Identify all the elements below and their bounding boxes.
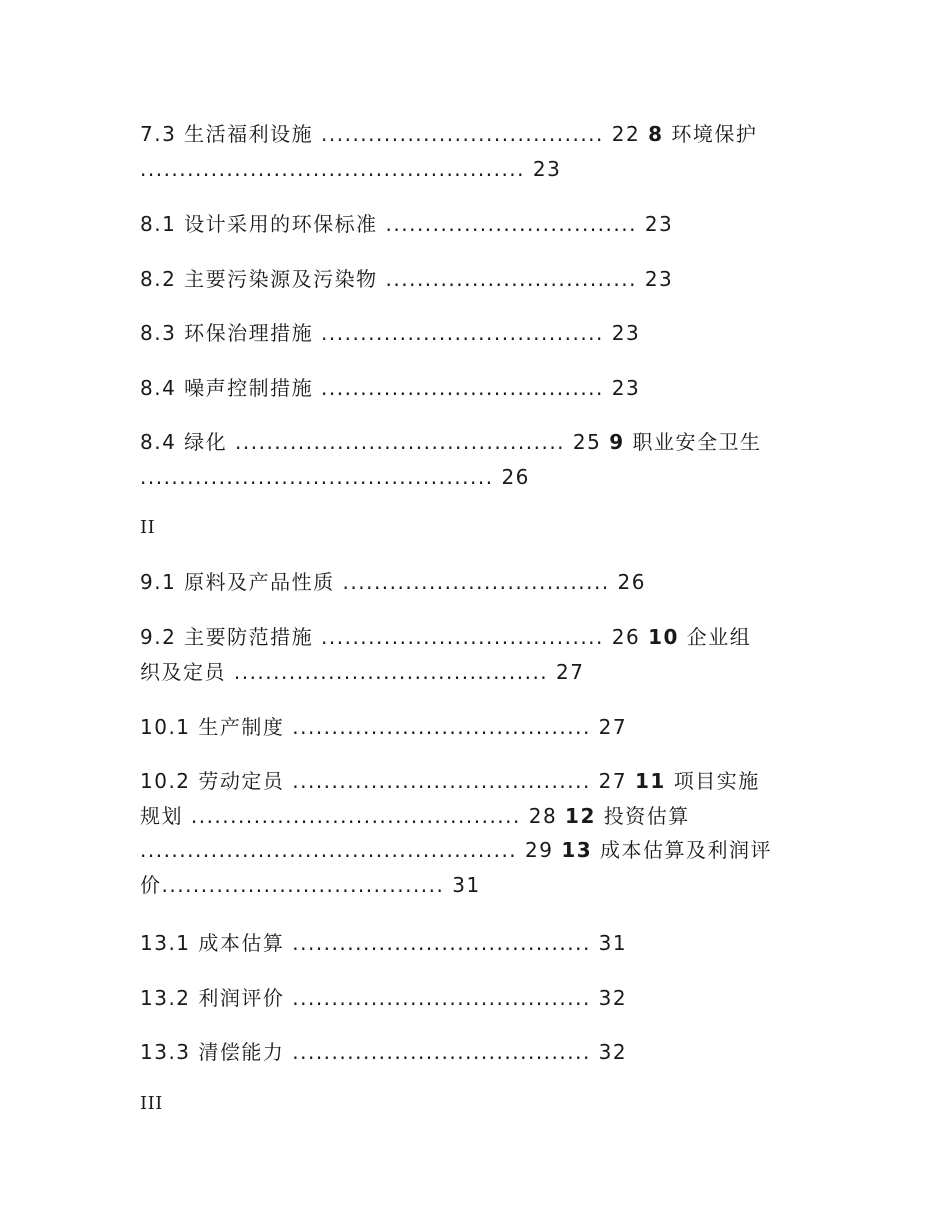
toc-group-10-2 <box>140 764 820 902</box>
toc-line <box>140 425 820 460</box>
toc-entry-13-3[interactable]: 13.3 清偿能力 ...................................... 32 <box>140 1040 628 1064</box>
toc-chapter-12-title[interactable]: 投资估算 <box>603 803 690 828</box>
toc-line <box>140 833 820 868</box>
toc-group-7-3 <box>140 117 820 186</box>
toc-chapter-11-title-b[interactable]: 规划 .......................................... 28 <box>140 803 558 828</box>
toc-chapter-8-leader[interactable]: ................................................. 23 <box>140 156 562 181</box>
toc-chapter-8-title[interactable]: 环境保护 <box>671 122 758 146</box>
toc-line <box>140 764 820 799</box>
toc-line <box>140 799 820 834</box>
toc-chapter-10-number[interactable]: 10 <box>648 625 679 649</box>
toc-entry-10-1[interactable]: 10.1 生产制度 ...................................... 27 <box>140 715 628 739</box>
toc-entry-8-4b[interactable]: 8.4 绿化 .......................................... 25 <box>140 430 602 454</box>
toc-entry-9-2[interactable]: 9.2 主要防范措施 .................................... 26 <box>140 625 641 649</box>
toc-entry-8-4a[interactable]: 8.4 噪声控制措施 .................................... 23 <box>140 376 641 400</box>
toc-chapter-9-title[interactable]: 职业安全卫生 <box>632 430 762 454</box>
toc-entry-13-2[interactable]: 13.2 利润评价 ...................................... 32 <box>140 986 628 1010</box>
toc-entry-7-3[interactable]: 7.3 生活福利设施 .................................... 22 <box>140 122 641 146</box>
toc-entry-13-1[interactable]: 13.1 成本估算 ...................................... 31 <box>140 931 628 955</box>
toc-entry-8-3[interactable]: 8.3 环保治理措施 .................................... 23 <box>140 321 641 345</box>
toc-line <box>140 117 820 152</box>
toc-chapter-12-number[interactable]: 12 <box>565 803 596 828</box>
toc-chapter-8-number[interactable]: 8 <box>648 122 664 146</box>
toc-group-8-4b <box>140 425 820 494</box>
toc-line <box>140 620 820 655</box>
toc-chapter-11-number[interactable]: 11 <box>635 769 666 793</box>
toc-entry-8-1[interactable]: 8.1 设计采用的环保标准 ................................ 23 <box>140 212 674 236</box>
toc-chapter-11-title-a[interactable]: 项目实施 <box>673 769 760 793</box>
toc-chapter-13-title-b[interactable]: 价.................................... 31 <box>140 872 481 897</box>
toc-entry-8-2[interactable]: 8.2 主要污染源及污染物 ................................ 23 <box>140 267 674 291</box>
toc-chapter-13-title-a[interactable]: 成本估算及利润评 <box>600 838 773 862</box>
toc-chapter-12-leader[interactable]: ................................................ 29 <box>140 838 554 862</box>
toc-chapter-10-title-b[interactable]: 织及定员 ........................................ 27 <box>140 659 585 684</box>
page-number-roman-2: II <box>140 517 156 538</box>
page-number-roman-3: III <box>140 1093 163 1114</box>
toc-entry-9-1[interactable]: 9.1 原料及产品性质 .................................. 26 <box>140 570 646 594</box>
toc-group-9-2 <box>140 620 820 689</box>
toc-chapter-9-leader[interactable]: ............................................. 26 <box>140 464 530 489</box>
toc-entry-10-2[interactable]: 10.2 劳动定员 ...................................... 27 <box>140 769 628 793</box>
toc-chapter-13-number[interactable]: 13 <box>561 838 593 862</box>
toc-chapter-10-title-a[interactable]: 企业组 <box>686 625 752 649</box>
toc-chapter-9-number[interactable]: 9 <box>609 430 625 454</box>
